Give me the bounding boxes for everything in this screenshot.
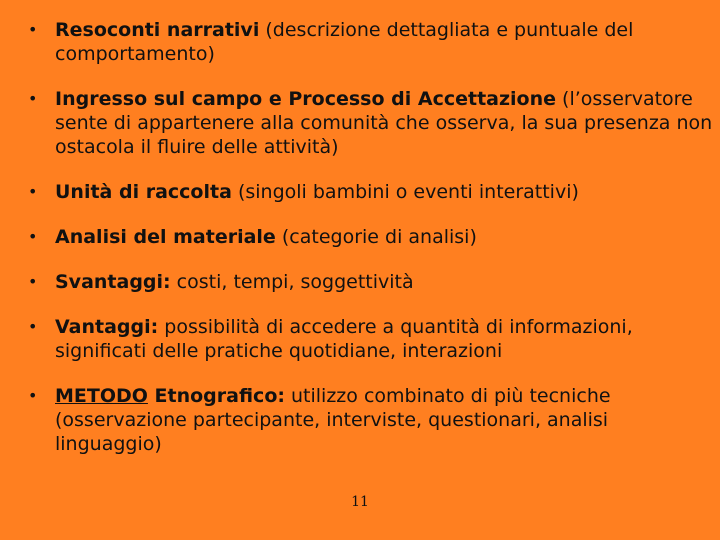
bullet-item-unita: [28, 180, 718, 204]
bullet-dot-icon: •: [28, 89, 38, 108]
bullet-heading-underlined: METODO: [55, 385, 148, 407]
bullet-dot-icon: •: [28, 182, 38, 201]
bullet-dot-icon: •: [28, 20, 38, 39]
bullet-item-vantaggi: [28, 315, 718, 363]
bullet-dot-icon: •: [28, 227, 38, 246]
bullet-list: [28, 18, 718, 477]
bullet-heading: Resoconti narrativi: [55, 19, 260, 41]
bullet-item-analisi: [28, 225, 718, 249]
bullet-text: utilizzo combinato di più tecniche (osservazione partecipante, interviste, questionari, analisi linguaggio): [55, 385, 611, 455]
bullet-dot-icon: •: [28, 317, 38, 336]
bullet-heading: Vantaggi:: [55, 316, 159, 338]
bullet-heading: Svantaggi:: [55, 271, 171, 293]
bullet-text: (l’osservatore sente di appartenere alla comunità che osserva, la sua presenza non ostacola il fluire delle attività): [55, 88, 713, 158]
bullet-text: (singoli bambini o eventi interattivi): [231, 181, 579, 203]
bullet-dot-icon: •: [28, 386, 38, 405]
bullet-text: (categorie di analisi): [275, 226, 477, 248]
bullet-item-svantaggi: [28, 270, 718, 294]
bullet-heading: Analisi del materiale: [55, 226, 276, 248]
bullet-item-metodo: [28, 384, 718, 456]
bullet-heading: Ingresso sul campo e Processo di Accettazione: [55, 88, 557, 110]
bullet-item-resoconti: [28, 18, 718, 66]
bullet-heading: Unità di raccolta: [55, 181, 232, 203]
bullet-text: possibilità di accedere a quantità di informazioni, significati delle pratiche quotidiane, interazioni: [55, 316, 633, 362]
bullet-dot-icon: •: [28, 272, 38, 291]
bullet-text: costi, tempi, soggettività: [170, 271, 414, 293]
bullet-text: (descrizione dettagliata e puntuale del comportamento): [55, 19, 634, 65]
bullet-item-ingresso: [28, 87, 718, 159]
bullet-heading: Etnografico:: [147, 385, 285, 407]
page-number: 11: [351, 494, 369, 510]
